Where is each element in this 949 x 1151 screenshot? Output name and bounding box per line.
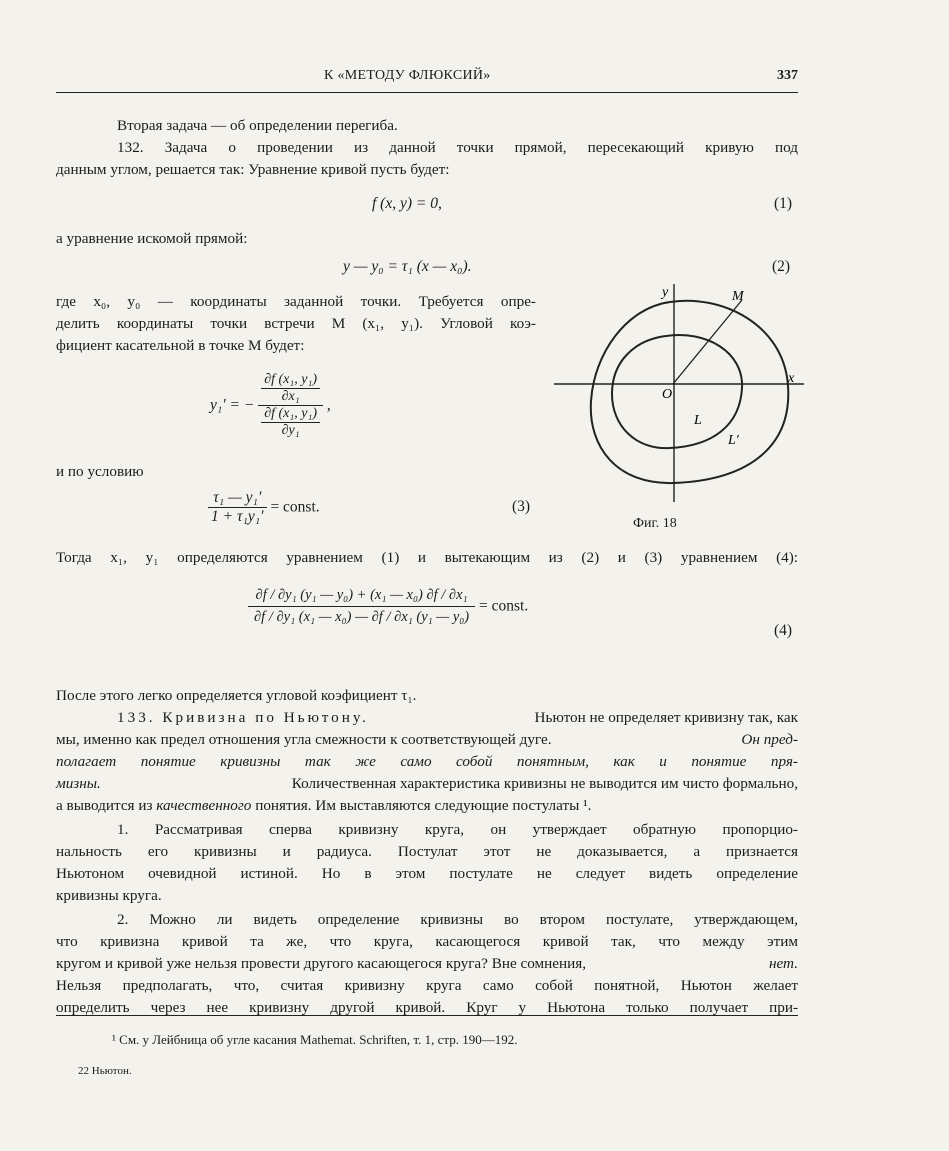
equation-2: y — y₀ = τ₁ (x — x₀).: [343, 258, 472, 275]
fraction-part: ∂f / ∂y₁ (y₁ — y₀) + (x₁ — x₀) ∂f / ∂x₁: [248, 585, 475, 607]
label-L: L: [694, 413, 702, 428]
paragraph-line: Нельзя предполагать, что, считая кривизну круга само собой понятной, Ньютон желает: [56, 977, 798, 994]
transversal-line: [673, 300, 742, 384]
running-header: [56, 68, 798, 86]
outer-curve: [591, 301, 788, 483]
curves-figure: [546, 276, 810, 530]
inner-fraction: [261, 372, 320, 405]
header-rule: [56, 92, 798, 93]
paragraph-line: нальность его кривизны и радиуса. Постулат этот не доказывается, а признается: [56, 843, 798, 860]
page-number: 337: [777, 68, 798, 83]
paragraph-line: 2. Можно ли видеть определение кривизны во втором постулате, утверждающем,: [117, 911, 798, 928]
paragraph-line: данным углом, решается так: Уравнение кривой пусть будет:: [56, 161, 450, 178]
equation-number: (3): [512, 498, 531, 515]
paragraph-line: 132. Задача о проведении из данной точки прямой, пересекающий кривую под: [117, 139, 798, 156]
paragraph-line: а уравнение искомой прямой:: [56, 230, 248, 247]
text-span: Количественная характеристика кривизны не выводится им чисто формально,: [291, 775, 798, 792]
text-span: мы, именно как предел отношения угла смежности к соответствующей дуге.: [56, 731, 552, 748]
fraction-part: τ₁ — y₁′: [208, 489, 267, 508]
paragraph-line: 1. Рассматривая сперва кривизну круга, он утверждает обратную пропорцио-: [117, 821, 798, 838]
paragraph-line: Ньютоном очевидной истиной. Но в этом постулате не следует видеть определение: [56, 865, 798, 882]
fraction-part: ∂f (x₁, y₁): [261, 372, 320, 389]
paragraph-line: полагает понятие кривизны так же само собой понятным, как и понятие пря-: [56, 753, 798, 770]
label-O: O: [662, 387, 673, 402]
comma: ,: [326, 396, 331, 414]
figure-18: [546, 276, 810, 530]
text-span: кругом и кривой уже нельзя провести другого касающегося круга? Вне сомнения,: [56, 955, 587, 972]
fraction-part: ∂f / ∂y₁ (x₁ — x₀) — ∂f / ∂x₁ (y₁ — y₀): [254, 609, 470, 625]
text-span: понятия. Им выставляются следующие постулаты ¹.: [255, 797, 592, 814]
eq4-fraction: [248, 585, 475, 628]
text-span: мизны.: [56, 775, 101, 792]
fraction-part: ∂x₁: [281, 389, 300, 404]
equation-number: (2): [772, 258, 791, 275]
paragraph-line: [56, 954, 798, 974]
eq4-rhs: = const.: [479, 597, 529, 615]
fraction-part: ∂y₁: [281, 423, 300, 438]
paragraph-line: Вторая задача — об определении перегиба.: [117, 117, 398, 134]
text-span: нет.: [768, 955, 798, 972]
equation-4: [248, 585, 528, 628]
label-M: M: [732, 289, 744, 304]
paragraph-line: [56, 774, 798, 794]
footnote: ¹ См. у Лейбница об угле касания Mathemat. Schriften, т. 1, стр. 190—192.: [112, 1032, 518, 1047]
text-span: а выводится из: [56, 797, 153, 814]
fraction-part: ∂f (x₁, y₁): [261, 406, 320, 423]
inner-curve: [612, 335, 742, 448]
paragraph-line: и по условию: [56, 463, 144, 480]
section-heading: 133. Кривизна по Ньютону.: [117, 709, 369, 726]
eq3-fraction: [208, 489, 267, 526]
paragraph-line: После этого легко определяется угловой коэфициент τ₁.: [56, 687, 417, 704]
equation-3: [208, 489, 320, 526]
paragraph-line: определить через нее кривизну другой кривой. Круг у Ньютона только получает при-: [56, 999, 798, 1016]
equation-number: (1): [774, 195, 793, 212]
text-span: Ньютон не определяет кривизну так, как: [534, 709, 798, 726]
paragraph-line: где x₀, y₀ — координаты заданной точки. Требуется опре-: [56, 293, 536, 310]
label-y: y: [662, 285, 669, 300]
inner-fraction: [261, 406, 320, 439]
paragraph-line: делить координаты точки встречи M (x₁, y₁). Угловой коэ-: [56, 315, 536, 332]
derivative-numerator: [258, 372, 323, 406]
derivative-denominator: [258, 406, 323, 439]
paragraph-line: [56, 796, 591, 816]
equation-number: (4): [774, 622, 793, 639]
paragraph-line: [117, 708, 798, 728]
text-span: Он пред-: [741, 731, 798, 748]
label-x: x: [788, 371, 795, 386]
paragraph-line: [56, 730, 798, 750]
paragraph-line: Тогда x₁, y₁ определяются уравнением (1) и вытекающим из (2) и (3) уравнением (4):: [56, 549, 798, 566]
derivative-lhs: y₁′ = −: [210, 396, 255, 414]
footnote-rule: [56, 1015, 798, 1016]
paragraph-line: что кривизна кривой та же, что круга, касающегося кривой так, что между этим: [56, 933, 798, 950]
equation-derivative: [210, 372, 331, 439]
header-title: К «МЕТОДУ ФЛЮКСИЙ»: [324, 68, 491, 83]
eq3-rhs: = const.: [270, 498, 320, 516]
fraction-part: 1 + τ₁y₁′: [211, 508, 264, 525]
label-L-prime: L′: [728, 433, 739, 448]
equation-1: f (x, y) = 0,: [372, 195, 442, 212]
text-span: качественного: [156, 797, 252, 814]
paragraph-line: кривизны круга.: [56, 887, 162, 904]
printer-signature: 22 Ньютон.: [78, 1065, 132, 1077]
paragraph-line: фициент касательной в точке M будет:: [56, 337, 305, 354]
derivative-fraction: [258, 372, 323, 439]
figure-caption: Фиг. 18: [633, 516, 677, 531]
